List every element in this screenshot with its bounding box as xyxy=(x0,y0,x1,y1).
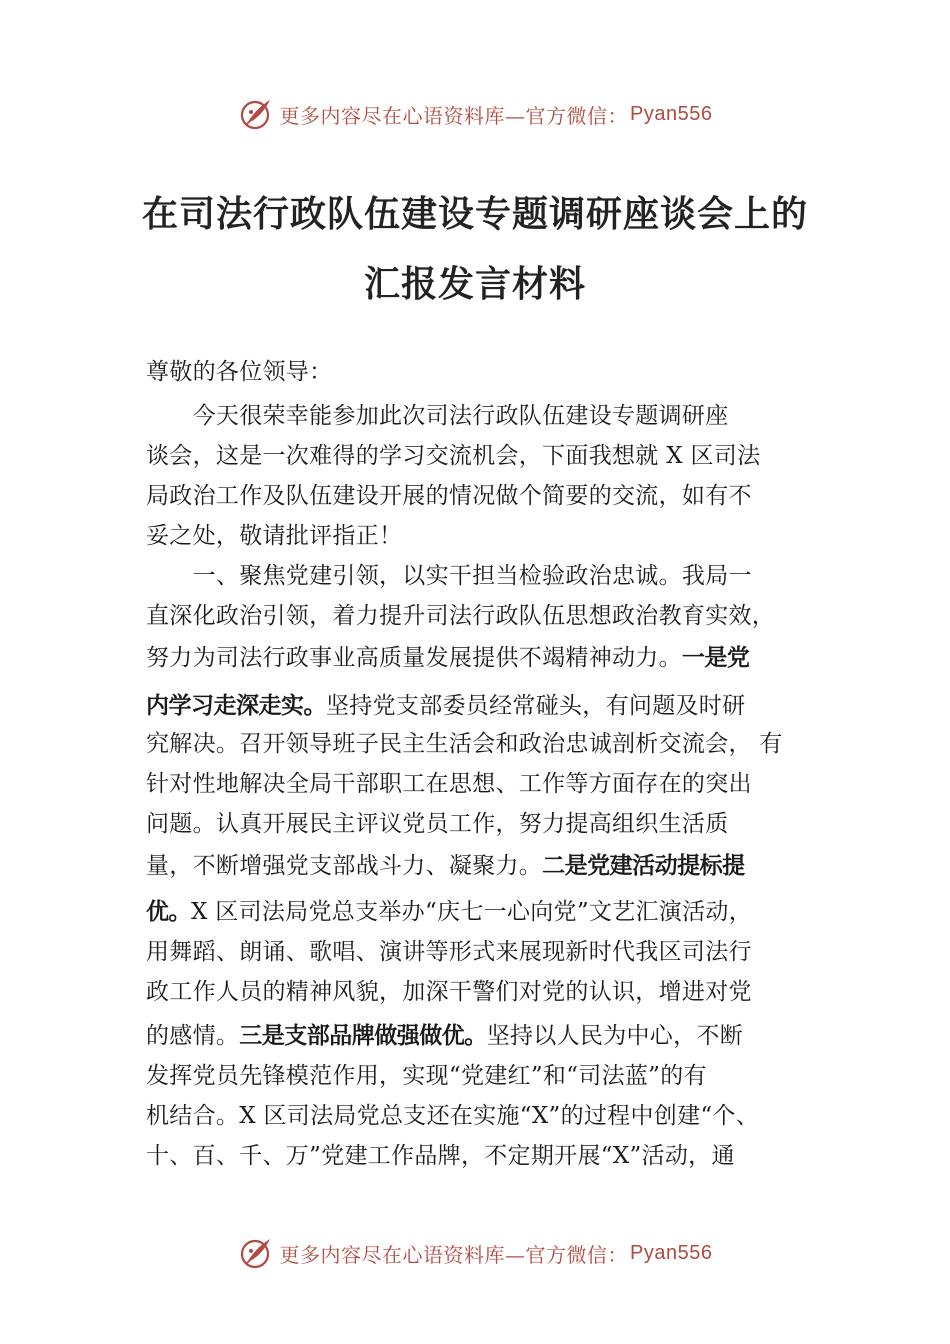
bold-heading-text: 一是党 xyxy=(681,645,750,671)
body-line xyxy=(146,1096,808,1136)
body-text: 局政治工作及队伍建设开展的情况做个简要的交流，如有不 xyxy=(146,483,752,509)
body-line xyxy=(146,1056,808,1096)
body-text: 直深化政治引领，着力提升司法行政队伍思想政治教育实效， xyxy=(146,603,776,629)
bold-heading-text: 优。 xyxy=(146,899,191,925)
body-text: 究解决。召开领导班子民主生活会和政治忠诚剖析交流会， 有 xyxy=(146,731,783,757)
body-line xyxy=(146,972,808,1012)
feather-pen-logo-icon xyxy=(238,96,274,132)
document-title-line-2: 汇报发言材料 xyxy=(363,263,586,305)
body-line xyxy=(146,892,808,932)
body-text: 坚持党支部委员经常碰头，有问题及时研 xyxy=(326,693,746,719)
body-text: 一、聚焦党建引领，以实干担当检验政治忠诚。我局一 xyxy=(146,563,752,589)
body-text: 政工作人员的精神风貌，加深干警们对党的认识，增进对党 xyxy=(146,979,752,1005)
feather-pen-logo-icon xyxy=(238,1235,274,1271)
bold-heading-text: 二是党建活动提标提 xyxy=(542,853,745,879)
body-text: 谈会，这是一次难得的学习交流机会，下面我想就 X 区司法 xyxy=(146,443,761,469)
body-line xyxy=(146,764,808,804)
body-text: 的感情。 xyxy=(146,1023,240,1049)
body-text: 今天很荣幸能参加此次司法行政队伍建设专题调研座 xyxy=(146,403,729,429)
body-text: 努力为司法行政事业高质量发展提供不竭精神动力。 xyxy=(146,645,682,671)
body-text: 针对性地解决全局干部职工在思想、工作等方面存在的突出 xyxy=(146,771,752,797)
header-watermark xyxy=(0,94,950,134)
body-text: 尊敬的各位领导： xyxy=(146,359,333,385)
bold-heading-text: 内学习走深走实。 xyxy=(146,693,326,719)
body-line xyxy=(146,846,808,886)
document-title-line-1: 在司法行政队伍建设专题调研座谈会上的 xyxy=(141,193,808,235)
body-line xyxy=(146,596,808,636)
watermark-wechat-id: Pyan556 xyxy=(630,1241,713,1264)
body-text: 十、百、千、万”党建工作品牌，不定期开展“X”活动，通 xyxy=(146,1143,735,1169)
body-line xyxy=(146,724,808,764)
body-text: 发挥党员先锋模范作用，实现“党建红”和“司法蓝”的有 xyxy=(146,1063,707,1089)
body-line xyxy=(146,686,808,726)
body-text: 用舞蹈、朗诵、歌唱、演讲等形式来展现新时代我区司法行 xyxy=(146,939,752,965)
body-text: 妥之处，敬请批评指正！ xyxy=(146,523,403,549)
body-line xyxy=(146,638,808,678)
body-text: 机结合。X 区司法局党总支还在实施“X”的过程中创建“个、 xyxy=(146,1103,760,1129)
watermark-text: 更多内容尽在心语资料库—官方微信： xyxy=(279,103,629,128)
watermark-text: 更多内容尽在心语资料库—官方微信： xyxy=(279,1242,629,1267)
watermark-wechat-id: Pyan556 xyxy=(630,102,713,125)
body-line xyxy=(146,436,808,476)
body-line xyxy=(146,352,808,392)
body-text: 问题。认真开展民主评议党员工作，努力提高组织生活质 xyxy=(146,811,729,837)
body-text: 坚持以人民为中心，不断 xyxy=(486,1023,744,1049)
body-line xyxy=(146,396,808,436)
footer-watermark xyxy=(0,1233,950,1273)
body-line xyxy=(146,516,808,556)
body-text: 量，不断增强党支部战斗力、凝聚力。 xyxy=(146,853,543,879)
body-line xyxy=(146,1136,808,1176)
body-text: X 区司法局党总支举办“庆七一心向党”文艺汇演活动， xyxy=(191,899,753,925)
body-line xyxy=(146,1016,808,1056)
body-line xyxy=(146,932,808,972)
body-line xyxy=(146,556,808,596)
body-line xyxy=(146,804,808,844)
body-line xyxy=(146,476,808,516)
bold-heading-text: 三是支部品牌做强做优。 xyxy=(239,1023,487,1049)
